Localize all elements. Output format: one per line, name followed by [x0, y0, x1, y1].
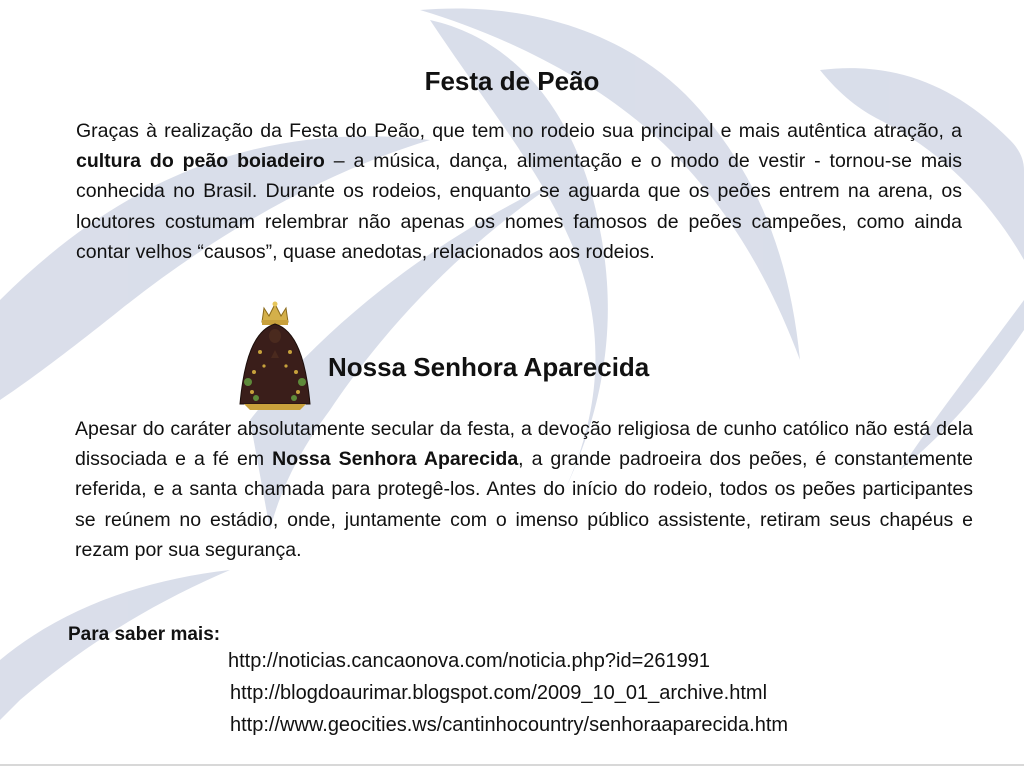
reference-link-blogdoaurimar[interactable]: http://blogdoaurimar.blogspot.com/2009_10_01_archive.html: [230, 682, 768, 704]
bottom-divider: [0, 764, 1024, 766]
paragraph-festa-bold: cultura do peão boiadeiro: [76, 150, 325, 173]
section-title-aparecida: Nossa Senhora Aparecida: [328, 352, 650, 382]
reference-link-geocities[interactable]: http://www.geocities.ws/cantinhocountry/senhoraaparecida.htm: [230, 714, 789, 736]
paragraph-festa: [76, 116, 962, 267]
paragraph-aparecida-text-start: Apesar do caráter absolutamente secular da festa, a devoção religiosa de cunho católico não está dela dissociada e a fé em: [75, 418, 973, 471]
reference-link-cancaonova[interactable]: http://noticias.cancaonova.com/noticia.php?id=261991: [228, 650, 711, 672]
more-info-label: Para saber mais:: [68, 624, 221, 645]
nossa-senhora-aparecida-statue-icon: [234, 300, 316, 410]
section-title-festa: Festa de Peão: [424, 66, 600, 96]
paragraph-aparecida-text-end: , a grande padroeira dos peões, é constantemente referida, e a santa chamada para protegê-los. Antes do início do rodeio, todos os peões participantes se reúnem no estádio, onde, juntamente com o imenso público assistente, retiram seus chapéus e rezam por sua segurança.: [75, 448, 973, 561]
paragraph-aparecida-bold: Nossa Senhora Aparecida: [272, 448, 519, 471]
paragraph-festa-text-start: Graças à realização da Festa do Peão, que tem no rodeio sua principal e mais autêntica atração, a: [76, 120, 962, 142]
paragraph-festa-text-end: – a música, dança, alimentação e o modo de vestir - tornou-se mais conhecida no Brasil. Durante os rodeios, enquanto se aguarda que os peões entrem na arena, os locutores costumam relembrar não apenas os nomes famosos de peões campeões, como ainda contar velhos “causos”, quase anedotas, relacionados aos rodeios.: [76, 150, 962, 263]
paragraph-aparecida: [75, 414, 973, 565]
